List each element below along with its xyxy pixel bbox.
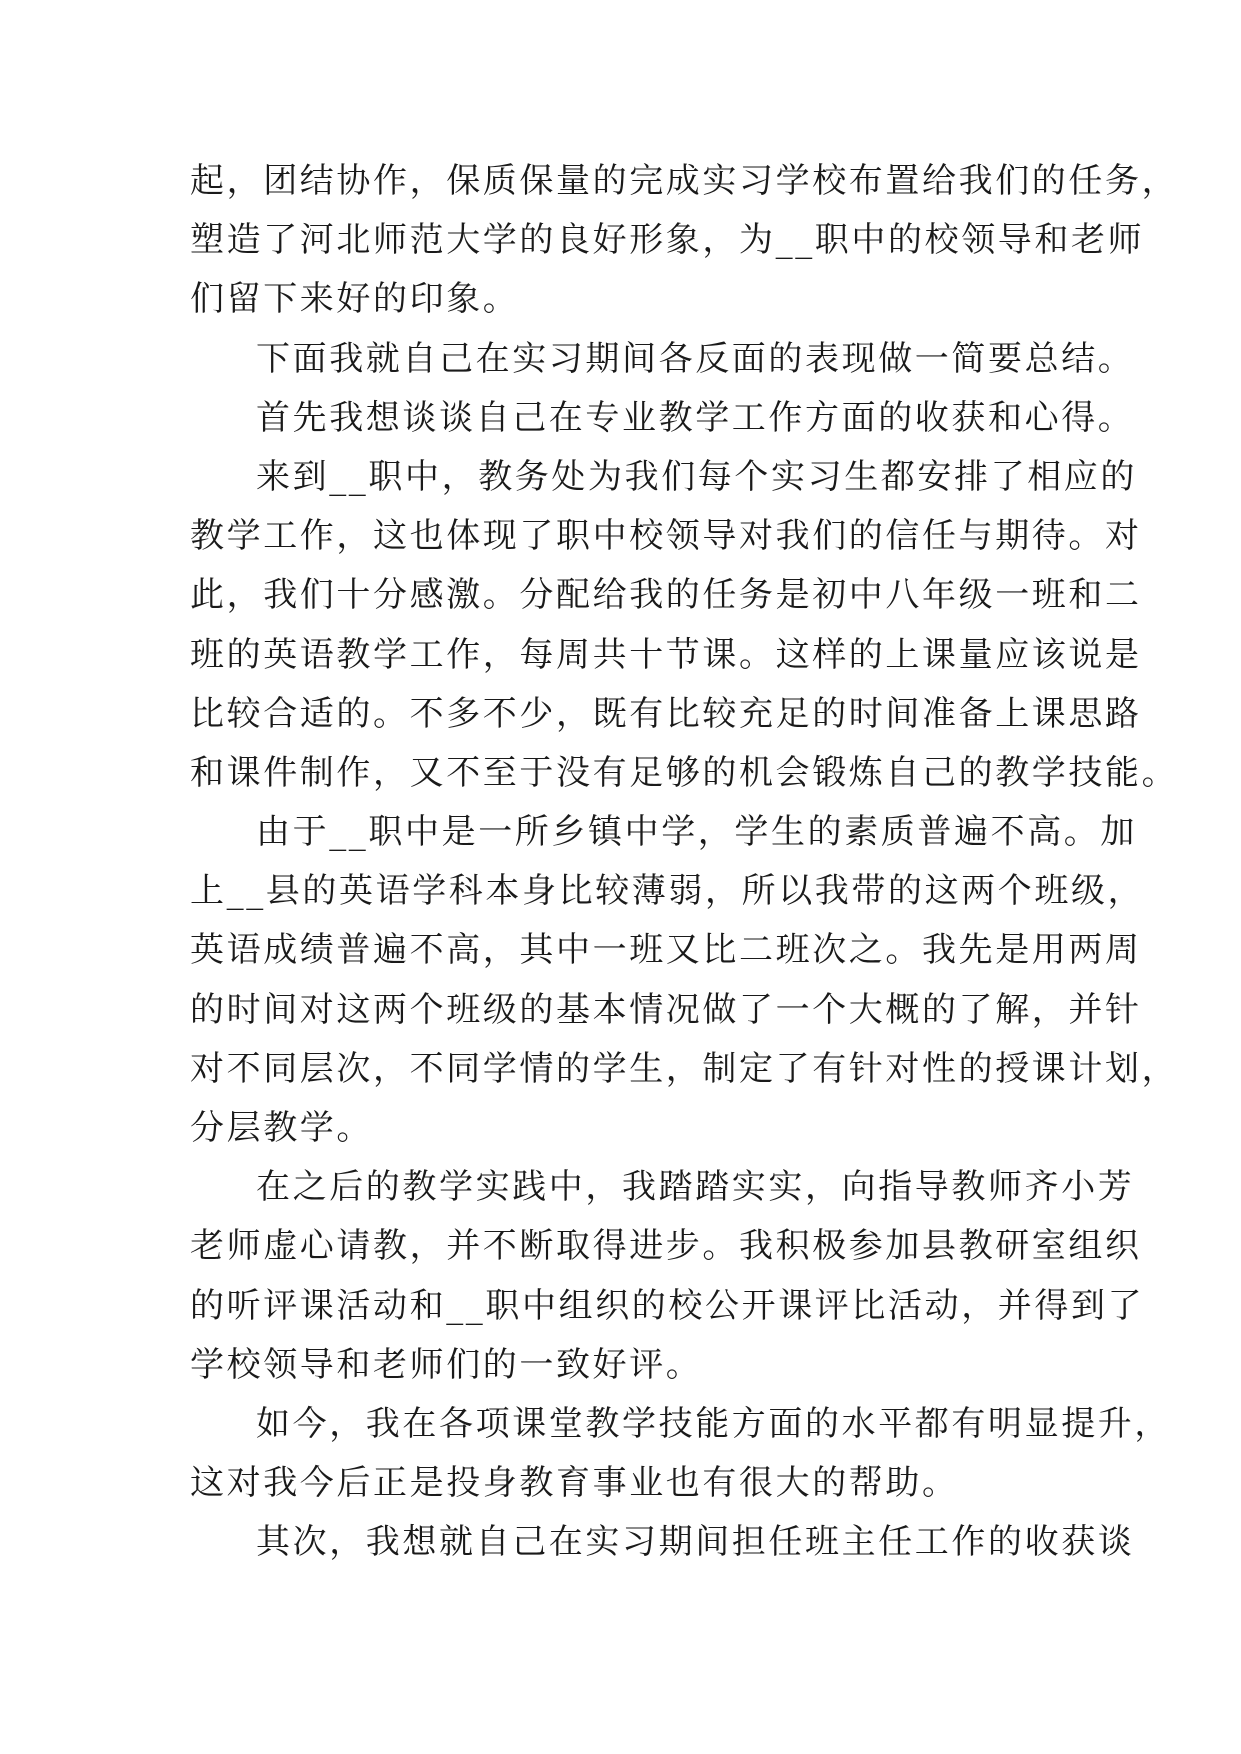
text-line: 这对我今后正是投身教育事业也有很大的帮助。: [190, 1463, 959, 1504]
text-line: 老师虚心请教，并不断取得进步。我积极参加县教研室组织: [190, 1226, 1142, 1267]
text-line: 下面我就自己在实习期间各反面的表现做一简要总结。: [256, 338, 1135, 379]
text-line: 在之后的教学实践中，我踏踏实实，向指导教师齐小芳: [256, 1167, 1135, 1208]
text-line: 英语成绩普遍不高，其中一班又比二班次之。我先是用两周: [190, 930, 1142, 971]
text-line: 比较合适的。不多不少，既有比较充足的时间准备上课思路: [190, 693, 1142, 734]
text-line: 对不同层次，不同学情的学生，制定了有针对性的授课计划，: [190, 1048, 1179, 1089]
text-line: 来到__职中，教务处为我们每个实习生都安排了相应的: [256, 456, 1137, 497]
text-line: 的听评课活动和__职中组织的校公开课评比活动，并得到了: [190, 1285, 1145, 1326]
text-line: 塑造了河北师范大学的良好形象，为__职中的校领导和老师: [190, 220, 1145, 261]
text-line: 学校领导和老师们的一致好评。: [190, 1344, 703, 1385]
text-line: 教学工作，这也体现了职中校领导对我们的信任与期待。对: [190, 516, 1142, 557]
text-line: 分层教学。: [190, 1108, 373, 1148]
text-line: 上__县的英语学科本身比较薄弱，所以我带的这两个班级，: [190, 871, 1145, 912]
text-line: 由于__职中是一所乡镇中学，学生的素质普遍不高。加: [256, 812, 1137, 853]
text-line: 首先我想谈谈自己在专业教学工作方面的收获和心得。: [256, 397, 1135, 438]
text-line: 起，团结协作，保质保量的完成实习学校布置给我们的任务，: [190, 161, 1179, 201]
text-line: 此，我们十分感激。分配给我的任务是初中八年级一班和二: [190, 575, 1142, 616]
text-line: 如今，我在各项课堂教学技能方面的水平都有明显提升，: [256, 1403, 1171, 1444]
text-line: 们留下来好的印象。: [190, 279, 520, 320]
text-line: 班的英语教学工作，每周共十节课。这样的上课量应该说是: [190, 634, 1142, 675]
body-text: [190, 152, 1179, 1573]
text-line: 其次，我想就自己在实习期间担任班主任工作的收获谈: [256, 1522, 1135, 1563]
text-line: 的时间对这两个班级的基本情况做了一个大概的了解，并针: [190, 989, 1142, 1030]
text-line: 和课件制作，又不至于没有足够的机会锻炼自己的教学技能。: [190, 752, 1179, 793]
